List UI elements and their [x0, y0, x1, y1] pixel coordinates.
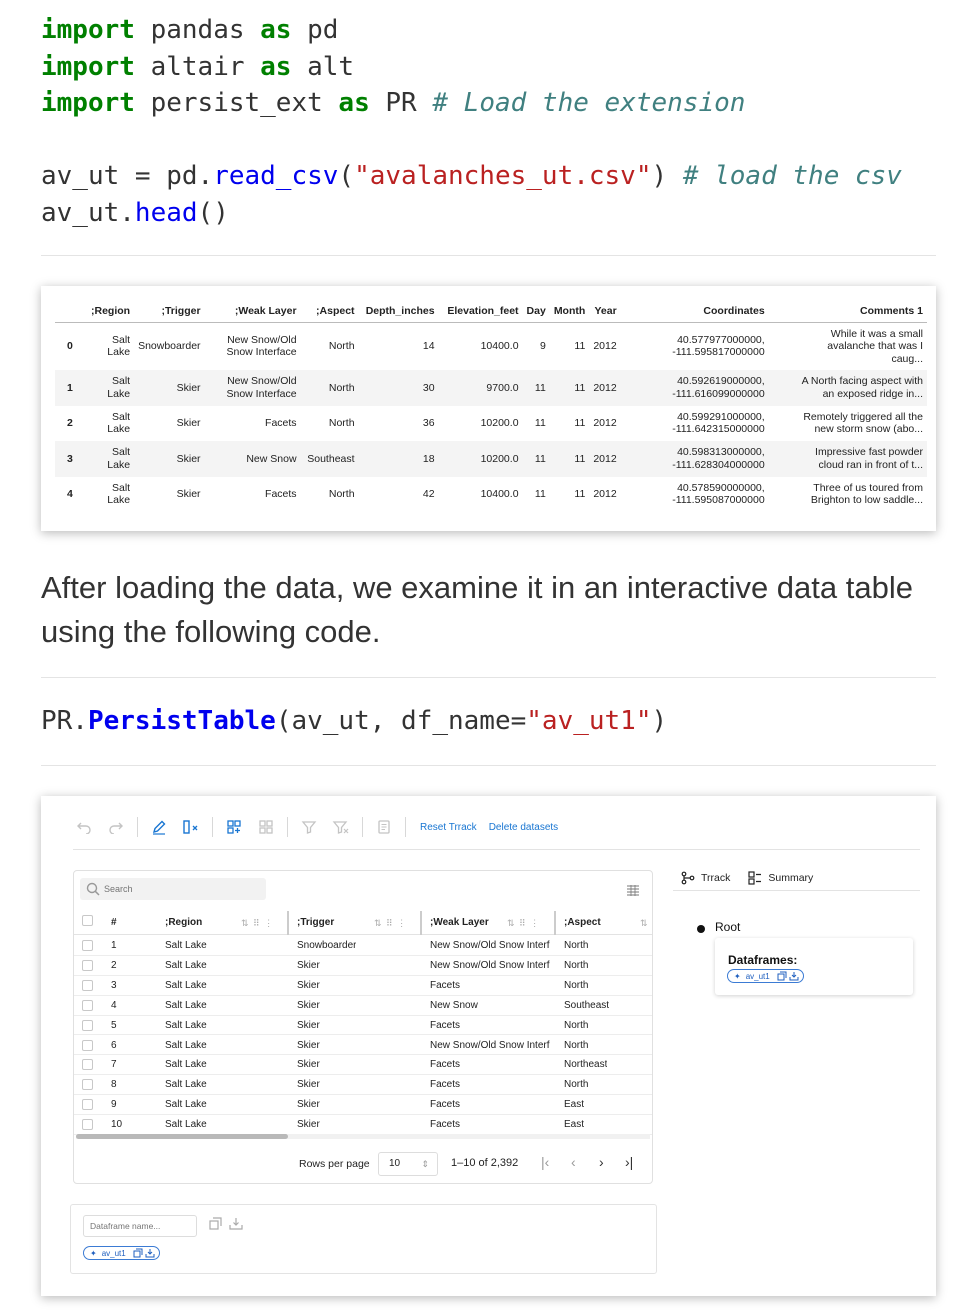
- grid-cell-region: Salt Lake: [165, 1059, 207, 1071]
- dataframe-cell-aspect: North: [328, 488, 355, 500]
- cell-line: avalanche that was I: [827, 340, 923, 352]
- column-header-weak-layer[interactable]: ;Weak Layer: [430, 917, 489, 928]
- reset-trrack-button[interactable]: Reset Trrack: [420, 821, 477, 833]
- rows-per-page-label: Rows per page: [299, 1158, 370, 1170]
- grid-cell-weak-layer: New Snow/Old Snow Interf: [430, 1039, 550, 1051]
- next-page-icon[interactable]: ›: [599, 1154, 604, 1170]
- grid-cell-aspect: Southeast: [564, 999, 610, 1011]
- column-header: Elevation_feet: [439, 300, 523, 322]
- grid-row[interactable]: [74, 1115, 652, 1135]
- grid-cell-number: 6: [111, 1039, 117, 1051]
- dataframe-cell-elev: 10400.0: [480, 488, 519, 500]
- dataframe-cell-idx: 4: [67, 488, 73, 500]
- dataframe-row: [55, 322, 927, 370]
- grid-cell-region: Salt Lake: [165, 959, 207, 971]
- dataframe-cell-idx: 1: [55, 370, 87, 406]
- root-node-label[interactable]: Root: [715, 920, 741, 934]
- grid-cell-aspect: North: [564, 979, 589, 991]
- dataframe-cell-trigger: Skier: [134, 441, 204, 477]
- density-toggle-icon[interactable]: [626, 883, 640, 901]
- grid-cell-number: 8: [111, 1079, 117, 1091]
- cell-line: Salt: [111, 333, 131, 346]
- dataframe-cell-comment: [769, 477, 927, 513]
- last-page-icon[interactable]: ›|: [625, 1154, 634, 1170]
- dataframe-cell-trigger: Snowboarder: [138, 340, 201, 352]
- dataframe-cell-weak: [205, 477, 301, 513]
- grid-cell-trigger: Snowboarder: [297, 940, 357, 951]
- grid-cell-number: 9: [111, 1099, 117, 1111]
- sort-menu-icon[interactable]: ⇅ ⠿ ⋮: [507, 918, 541, 928]
- dataframe-cell-region: [87, 322, 134, 370]
- cell-line: Three of us toured from: [813, 481, 923, 494]
- name-actions: [209, 1217, 249, 1231]
- rows-per-page-value: 10: [389, 1158, 401, 1169]
- row-checkbox[interactable]: [82, 980, 93, 991]
- first-page-icon[interactable]: |‹: [541, 1154, 550, 1170]
- group-icon[interactable]: [223, 816, 245, 838]
- dataframe-cell-coords: [621, 322, 769, 370]
- grid-cell-aspect: North: [564, 1079, 589, 1091]
- filter-icon[interactable]: [298, 816, 320, 838]
- grid-cell-aspect: East: [564, 1099, 585, 1111]
- dataframe-cell-month: 11: [550, 441, 590, 477]
- cell-line: New Snow: [246, 452, 297, 465]
- toolbar-divider: [73, 849, 920, 850]
- branch-icon: [681, 871, 695, 885]
- dataframe-cell-year: 2012: [589, 441, 620, 477]
- grid-cell-weak-layer: New Snow/Old Snow Interf: [430, 959, 550, 971]
- dataframe-row: [55, 406, 927, 442]
- dataframe-row: [55, 370, 927, 406]
- dataframe-cell-weak: [205, 322, 301, 370]
- dataframe-cell-weak: [205, 370, 301, 406]
- copy-icon[interactable]: [133, 1248, 143, 1258]
- grid-cell-number: 5: [111, 1019, 117, 1031]
- dataframe-cell-coords: [621, 441, 769, 477]
- dataframe-cell-aspect: North: [328, 340, 355, 352]
- dataframe-cell-day: 11: [523, 441, 550, 477]
- column-header: Coordinates: [621, 300, 769, 322]
- tab-summary-label: Summary: [768, 872, 814, 884]
- grid-cell-trigger: Skier: [297, 1019, 320, 1031]
- column-header: ;Trigger: [134, 300, 204, 322]
- dataframe-table: [55, 300, 927, 512]
- dataframe-cell-coords: [621, 406, 769, 442]
- row-checkbox[interactable]: [82, 940, 93, 951]
- grid-cell-trigger: Skier: [297, 979, 320, 991]
- cell-line: 40.599291000000,: [677, 410, 765, 423]
- grid-row[interactable]: [74, 1036, 652, 1056]
- dataframe-cell-elev: 10200.0: [480, 417, 519, 429]
- dataframe-cell-coords: [621, 477, 769, 513]
- dataframe-row: [55, 441, 927, 477]
- dataframe-name-input[interactable]: [83, 1215, 197, 1237]
- column-resize-handle[interactable]: [287, 911, 289, 935]
- insert-icon[interactable]: [229, 1217, 243, 1231]
- cell-line: -111.595087000000: [672, 494, 765, 507]
- column-header-trigger[interactable]: ;Trigger: [297, 917, 335, 928]
- row-checkbox[interactable]: [82, 1040, 93, 1051]
- grid-cell-number: 7: [111, 1059, 117, 1071]
- dataframe-cell-depth: 42: [422, 488, 435, 500]
- column-header-aspect[interactable]: ;Aspect: [564, 917, 601, 928]
- grid-cell-aspect: North: [564, 1039, 589, 1051]
- dataframe-cell-depth: 36: [422, 417, 435, 429]
- grid-cell-region: Salt Lake: [165, 999, 207, 1011]
- grid-cell-trigger: Skier: [297, 1119, 320, 1131]
- grid-cell-number: 4: [111, 999, 117, 1011]
- cell-line: Brighton to low saddle...: [810, 494, 923, 507]
- tab-trrack[interactable]: [681, 871, 730, 885]
- copy-icon[interactable]: [209, 1217, 223, 1231]
- dataframe-cell-year: 2012: [593, 340, 617, 352]
- code-line: import persist_ext as PR # Load the extension: [41, 88, 746, 118]
- cell-line: Impressive fast powder: [815, 446, 923, 459]
- cell-line: an exposed ridge in...: [822, 387, 923, 400]
- cell-line: Lake: [107, 423, 131, 436]
- edit-icon[interactable]: [148, 816, 170, 838]
- dataframe-cell-depth: 30: [359, 370, 439, 406]
- search-input[interactable]: [104, 884, 254, 894]
- cell-line: -111.595817000000: [672, 346, 765, 359]
- dataframe-cell-day: 9: [539, 340, 546, 352]
- cell-line: A North facing aspect with: [801, 375, 923, 388]
- grid-cell-weak-layer: Facets: [430, 1059, 461, 1071]
- dataframe-output: [41, 286, 936, 531]
- widget-toolbar: [73, 816, 566, 838]
- cell-line: Facets: [265, 417, 297, 429]
- dataframe-chip[interactable]: [83, 1246, 160, 1260]
- grid-cell-weak-layer: Facets: [430, 1079, 461, 1091]
- grid-cell-aspect: North: [564, 959, 589, 971]
- chip-label: av_ut1: [101, 1248, 126, 1258]
- toolbar-separator: [137, 817, 138, 837]
- sort-menu-icon[interactable]: ⇅ ⠿ ⋮: [374, 918, 408, 928]
- cell-line: Lake: [107, 387, 131, 400]
- dataframe-cell-comment: [769, 322, 927, 370]
- grid-row[interactable]: [74, 976, 652, 996]
- column-header: Comments 1: [769, 300, 927, 322]
- code-cell-imports: [41, 12, 745, 122]
- cell-line: 40.598313000000,: [677, 446, 765, 459]
- delete-datasets-button[interactable]: Delete datasets: [488, 821, 559, 833]
- grid-row[interactable]: [74, 1095, 652, 1115]
- side-tabs: [681, 868, 831, 888]
- cell-line: 40.577977000000,: [677, 333, 765, 346]
- row-checkbox[interactable]: [82, 1000, 93, 1011]
- row-checkbox[interactable]: [82, 960, 93, 971]
- cell-line: Lake: [107, 458, 131, 471]
- dataframe-cell-month: 11: [574, 488, 586, 500]
- cell-line: Salt: [111, 410, 131, 423]
- grid-cell-region: Salt Lake: [165, 1099, 207, 1111]
- dataframe-cell-idx: 3: [55, 441, 87, 477]
- grid-cell-trigger: Skier: [297, 1099, 320, 1111]
- grid-cell-region: Salt Lake: [165, 1119, 207, 1131]
- chip-label: av_ut1: [745, 971, 770, 981]
- grid-cell-region: Salt Lake: [165, 1039, 207, 1051]
- grid-cell-trigger: Skier: [297, 959, 320, 971]
- insert-icon[interactable]: [145, 1248, 155, 1258]
- cell-line: Remotely triggered all the: [803, 410, 923, 423]
- column-header: Month: [550, 300, 590, 322]
- dataframe-cell-month: 11: [550, 370, 590, 406]
- dataframe-header-row: [55, 300, 927, 322]
- dataframe-cell-aspect: North: [301, 370, 359, 406]
- summary-icon: [748, 871, 762, 885]
- dataframe-cell-comment: [769, 441, 927, 477]
- dataframe-cell-comment: [769, 370, 927, 406]
- dataframe-cell-weak: [205, 441, 301, 477]
- row-checkbox[interactable]: [82, 1059, 93, 1070]
- notes-icon[interactable]: [373, 816, 395, 838]
- code-line: import pandas as pd: [41, 15, 339, 45]
- cell-line: New Snow/Old: [227, 333, 297, 346]
- horizontal-scrollbar-thumb[interactable]: [76, 1134, 288, 1139]
- column-resize-handle[interactable]: [420, 911, 422, 935]
- grid-cell-number: 2: [111, 959, 117, 971]
- cell-line: Salt: [111, 481, 131, 494]
- column-header: ;Weak Layer: [205, 300, 301, 322]
- grid-cell-trigger: Skier: [297, 1039, 320, 1051]
- dataframe-cell-idx: 2: [67, 417, 73, 429]
- grid-cell-number: 10: [111, 1119, 123, 1131]
- column-header: Year: [589, 300, 620, 322]
- cell-line: Lake: [107, 346, 131, 359]
- cell-line: Facets: [265, 488, 297, 500]
- dataframe-cell-month: 11: [574, 417, 586, 429]
- filter-clear-icon[interactable]: [330, 816, 352, 838]
- root-node-dot[interactable]: [697, 925, 705, 933]
- grid-cell-trigger: Skier: [297, 1079, 320, 1091]
- delete-column-icon[interactable]: [180, 816, 202, 838]
- dataframe-cell-idx: 0: [67, 340, 73, 352]
- grid-cell-aspect: North: [564, 940, 589, 951]
- previous-page-icon[interactable]: ‹: [571, 1154, 576, 1170]
- cell-line: 40.578590000000,: [677, 481, 765, 494]
- grid-cell-region: Salt Lake: [165, 940, 207, 951]
- code-cell-persist-table: PR.PersistTable(av_ut, df_name="av_ut1"): [41, 706, 668, 736]
- cell-line: cloud ran in front of t...: [818, 458, 923, 471]
- grid-row[interactable]: [74, 956, 652, 976]
- toolbar-separator: [362, 817, 363, 837]
- toolbar-separator: [405, 817, 406, 837]
- code-line: import altair as alt: [41, 51, 355, 82]
- dataframe-cell-coords: [621, 370, 769, 406]
- grid-cell-number: 1: [111, 940, 117, 951]
- grid-row[interactable]: [74, 1016, 652, 1036]
- column-header-number[interactable]: #: [111, 917, 117, 928]
- grid-cell-region: Salt Lake: [165, 1079, 207, 1091]
- search-icon: [86, 882, 100, 896]
- dataframe-cell-depth: 18: [359, 441, 439, 477]
- dataframe-cell-comment: [769, 406, 927, 442]
- tab-summary[interactable]: [748, 871, 813, 885]
- undo-icon[interactable]: [73, 816, 95, 838]
- grid-row[interactable]: [74, 1055, 652, 1075]
- grid-cell-weak-layer: Facets: [430, 1099, 461, 1111]
- dataframe-cell-elev: 10400.0: [480, 340, 519, 352]
- grid-cell-trigger: Skier: [297, 999, 320, 1011]
- code-line: av_ut = pd.read_csv("avalanches_ut.csv") # load the csv: [41, 161, 902, 191]
- dataframe-cell-trigger: Skier: [176, 488, 201, 500]
- redo-icon[interactable]: [105, 816, 127, 838]
- dataframe-cell-day: 11: [523, 370, 550, 406]
- toolbar-separator: [212, 817, 213, 837]
- dataframe-cell-depth: 14: [422, 340, 435, 352]
- grid-cell-weak-layer: Facets: [430, 1019, 461, 1031]
- column-header-region[interactable]: ;Region: [165, 917, 203, 928]
- dataframe-cell-month: 11: [574, 340, 586, 352]
- pin-icon: ✦: [734, 971, 741, 981]
- dataframe-name-panel: [70, 1204, 657, 1274]
- sort-icon[interactable]: ⇅: [640, 918, 649, 928]
- grid-cell-trigger: Skier: [297, 1059, 320, 1071]
- grid-cell-weak-layer: New Snow/Old Snow Interf: [430, 940, 550, 951]
- data-grid: [73, 870, 653, 1184]
- code-line: av_ut.head(): [41, 197, 229, 228]
- grid-cell-weak-layer: New Snow: [430, 999, 478, 1011]
- column-header: ;Aspect: [301, 300, 359, 322]
- dataframe-cell-weak: [205, 406, 301, 442]
- search-box[interactable]: [80, 878, 266, 900]
- cell-line: Snow Interface: [226, 387, 297, 400]
- divider: [41, 677, 936, 678]
- dataframe-cell-region: [87, 370, 134, 406]
- row-checkbox[interactable]: [82, 1119, 93, 1130]
- row-checkbox[interactable]: [82, 1020, 93, 1031]
- dataframe-cell-aspect: North: [328, 417, 355, 429]
- divider: [41, 765, 936, 766]
- dataframe-cell-trigger: Skier: [176, 417, 201, 429]
- cell-line: -111.642315000000: [672, 423, 765, 436]
- grid-row[interactable]: [74, 936, 652, 956]
- grid-cell-aspect: North: [564, 1019, 589, 1031]
- dataframe-row: [55, 477, 927, 513]
- pin-icon: ✦: [90, 1248, 97, 1258]
- row-checkbox[interactable]: [82, 1079, 93, 1090]
- grid-row[interactable]: [74, 996, 652, 1016]
- grid-cell-weak-layer: Facets: [430, 1119, 461, 1131]
- grid-cell-region: Salt Lake: [165, 979, 207, 991]
- dataframe-cell-region: [87, 477, 134, 513]
- rows-per-page-select[interactable]: [378, 1152, 438, 1176]
- sort-menu-icon[interactable]: ⇅ ⠿ ⋮: [241, 918, 275, 928]
- toolbar-separator: [287, 817, 288, 837]
- grid-cell-aspect: East: [564, 1119, 585, 1131]
- cell-line: 40.592619000000,: [677, 375, 765, 388]
- grid-cell-weak-layer: Facets: [430, 979, 461, 991]
- code-cell-load: [41, 158, 902, 231]
- divider: [41, 255, 936, 256]
- dataframe-cell-elev: 9700.0: [439, 370, 523, 406]
- cell-line: new storm snow (abo...: [814, 423, 923, 436]
- cell-line: caug...: [891, 352, 923, 365]
- select-all-checkbox[interactable]: [82, 915, 93, 926]
- column-resize-handle[interactable]: [554, 911, 556, 935]
- tab-trrack-label: Trrack: [701, 872, 731, 884]
- cell-line: While it was a small: [830, 327, 923, 340]
- persist-table-widget: [41, 796, 936, 1296]
- cell-line: New Snow/Old: [227, 375, 297, 388]
- dataframe-cell-year: 2012: [593, 488, 617, 500]
- side-panel-divider: [673, 890, 920, 891]
- dataframe-cell-region: [87, 441, 134, 477]
- dataframe-cell-day: 11: [534, 488, 546, 500]
- dataframe-cell-region: [87, 406, 134, 442]
- dataframe-cell-year: 2012: [593, 417, 617, 429]
- cell-line: Salt: [111, 446, 131, 459]
- column-header: Depth_inches: [359, 300, 439, 322]
- select-arrows-icon: ⇕: [421, 1159, 429, 1169]
- dataframes-card: [715, 938, 913, 995]
- cell-line: -111.628304000000: [672, 458, 765, 471]
- copy-icon[interactable]: [777, 971, 787, 981]
- row-checkbox[interactable]: [82, 1099, 93, 1110]
- dataframe-cell-aspect: Southeast: [301, 441, 359, 477]
- prose-paragraph: After loading the data, we examine it in an interactive data table using the following code.: [41, 570, 913, 649]
- column-header: ;Region: [87, 300, 134, 322]
- grid-cell-number: 3: [111, 979, 117, 991]
- cell-line: Salt: [111, 375, 131, 388]
- insert-icon[interactable]: [789, 971, 799, 981]
- dataframe-cell-elev: 10200.0: [439, 441, 523, 477]
- grid-header-row: [74, 911, 652, 935]
- dataframe-chip[interactable]: [727, 969, 804, 983]
- dataframes-title: Dataframes:: [728, 953, 798, 967]
- grid-row[interactable]: [74, 1075, 652, 1095]
- cell-line: Lake: [107, 494, 131, 507]
- grid-cell-aspect: Northeast: [564, 1059, 608, 1071]
- dataframe-cell-day: 11: [534, 417, 546, 429]
- grid-cell-region: Salt Lake: [165, 1019, 207, 1031]
- dataframe-cell-trigger: Skier: [134, 370, 204, 406]
- cell-line: -111.616099000000: [672, 387, 765, 400]
- dataframe-cell-year: 2012: [589, 370, 620, 406]
- cell-line: Snow Interface: [226, 346, 297, 359]
- column-header: Day: [523, 300, 550, 322]
- page-range: 1–10 of 2,392: [451, 1157, 519, 1169]
- pagination: [74, 1151, 652, 1175]
- ungroup-icon[interactable]: [255, 816, 277, 838]
